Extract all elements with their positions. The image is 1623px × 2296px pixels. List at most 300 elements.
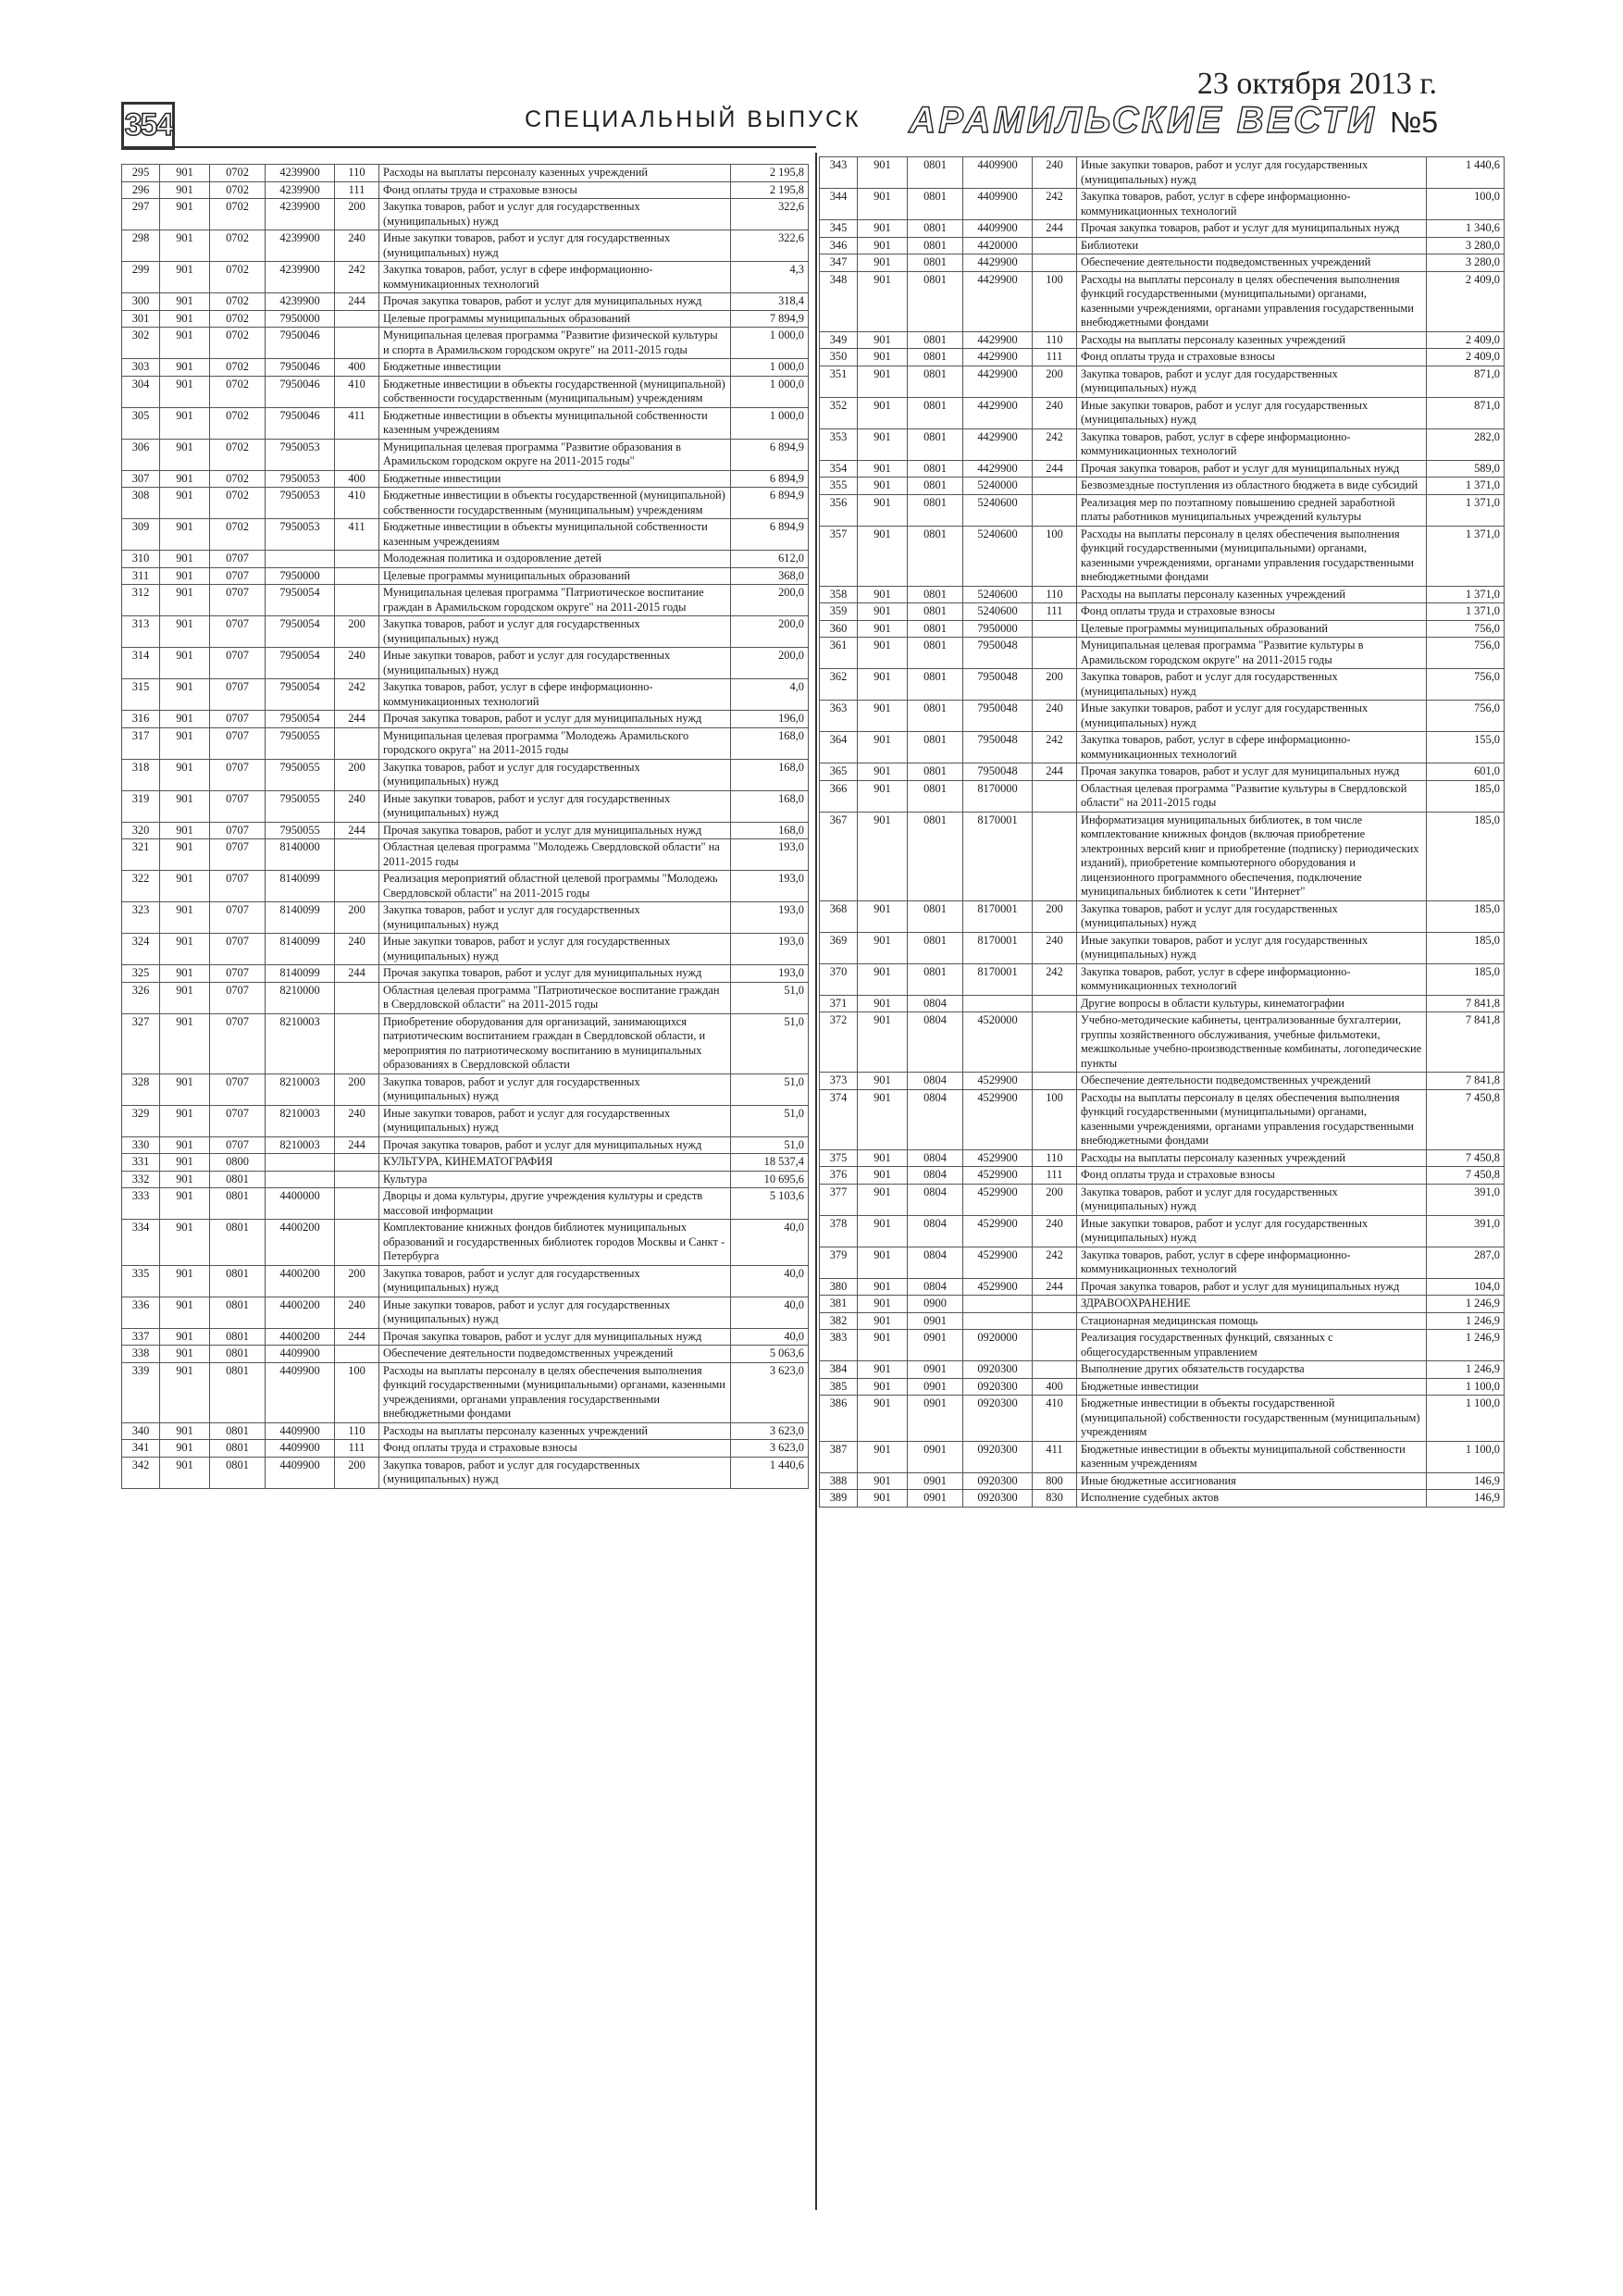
row-number-cell: 309 xyxy=(122,519,160,551)
expense-type-code-cell: 200 xyxy=(1033,366,1077,397)
amount-cell: 3 280,0 xyxy=(1427,237,1505,254)
expense-type-code-cell: 400 xyxy=(1033,1378,1077,1396)
ved-code-cell: 901 xyxy=(160,1346,210,1363)
description-cell: Библиотеки xyxy=(1077,237,1427,254)
target-code-cell: 7950053 xyxy=(266,488,335,519)
expense-type-code-cell: 244 xyxy=(335,1136,379,1154)
section-code-cell: 0801 xyxy=(210,1346,266,1363)
ved-code-cell: 901 xyxy=(160,1105,210,1136)
description-cell: Муниципальная целевая программа "Патриотическое воспитание граждан в Арамильском городском округе" на 2011-2015 годы xyxy=(379,585,731,616)
amount-cell: 5 103,6 xyxy=(731,1188,809,1220)
amount-cell: 6 894,9 xyxy=(731,470,809,488)
ved-code-cell: 901 xyxy=(858,1361,908,1379)
ved-code-cell: 901 xyxy=(160,181,210,199)
description-cell: Приобретение оборудования для организаций, занимающихся патриотическим воспитанием граждан в Свердловской области, и мероприятия по патриотическому воспитанию в муниципальных образованиях в Свердловской области xyxy=(379,1013,731,1074)
target-code-cell: 4239900 xyxy=(266,199,335,230)
amount-cell: 1 371,0 xyxy=(1427,603,1505,621)
section-code-cell: 0702 xyxy=(210,165,266,182)
expense-type-code-cell: 240 xyxy=(335,648,379,679)
amount-cell: 3 280,0 xyxy=(1427,254,1505,272)
amount-cell: 40,0 xyxy=(731,1328,809,1346)
description-cell: Закупка товаров, работ и услуг для государственных (муниципальных) нужд xyxy=(1077,669,1427,701)
ved-code-cell: 901 xyxy=(858,1089,908,1149)
table-row xyxy=(820,460,1505,478)
row-number-cell: 376 xyxy=(820,1167,858,1185)
ved-code-cell: 901 xyxy=(858,638,908,669)
table-row xyxy=(820,1149,1505,1167)
amount-cell: 104,0 xyxy=(1427,1278,1505,1296)
expense-type-code-cell: 240 xyxy=(335,934,379,965)
page-header xyxy=(0,0,1623,157)
section-code-cell: 0801 xyxy=(908,669,963,701)
ved-code-cell: 901 xyxy=(858,271,908,331)
target-code-cell: 4239900 xyxy=(266,165,335,182)
section-code-cell: 0801 xyxy=(210,1328,266,1346)
section-code-cell: 0804 xyxy=(908,1278,963,1296)
amount-cell: 40,0 xyxy=(731,1220,809,1266)
amount-cell: 589,0 xyxy=(1427,460,1505,478)
description-cell: Закупка товаров, работ и услуг для государственных (муниципальных) нужд xyxy=(1077,366,1427,397)
expense-type-code-cell: 244 xyxy=(335,822,379,839)
target-code-cell: 8170001 xyxy=(963,900,1033,932)
ved-code-cell: 901 xyxy=(160,376,210,407)
row-number-cell: 364 xyxy=(820,732,858,763)
expense-type-code-cell xyxy=(1033,1312,1077,1330)
target-code-cell: 7950054 xyxy=(266,616,335,648)
ved-code-cell: 901 xyxy=(858,603,908,621)
row-number-cell: 341 xyxy=(122,1440,160,1458)
expense-type-code-cell: 111 xyxy=(335,1440,379,1458)
row-number-cell: 374 xyxy=(820,1089,858,1149)
expense-type-code-cell: 244 xyxy=(335,293,379,311)
ved-code-cell: 901 xyxy=(160,262,210,293)
expense-type-code-cell: 244 xyxy=(335,711,379,728)
row-number-cell: 327 xyxy=(122,1013,160,1074)
description-cell: Муниципальная целевая программа "Развитие физической культуры и спорта в Арамильском городском округе" на 2011-2015 годы xyxy=(379,328,731,359)
ved-code-cell: 901 xyxy=(160,1154,210,1172)
amount-cell: 200,0 xyxy=(731,616,809,648)
description-cell: Расходы на выплаты персоналу казенных учреждений xyxy=(1077,1149,1427,1167)
row-number-cell: 377 xyxy=(820,1184,858,1215)
row-number-cell: 358 xyxy=(820,586,858,603)
amount-cell: 7 450,8 xyxy=(1427,1149,1505,1167)
table-row xyxy=(820,1167,1505,1185)
section-code-cell: 0702 xyxy=(210,376,266,407)
table-row xyxy=(122,902,809,934)
description-cell: Прочая закупка товаров, работ и услуг для муниципальных нужд xyxy=(1077,763,1427,781)
amount-cell: 1 100,0 xyxy=(1427,1441,1505,1472)
target-code-cell: 4409900 xyxy=(266,1457,335,1488)
row-number-cell: 373 xyxy=(820,1073,858,1090)
amount-cell: 193,0 xyxy=(731,839,809,871)
table-row xyxy=(820,620,1505,638)
section-code-cell: 0801 xyxy=(908,494,963,526)
section-code-cell: 0801 xyxy=(908,157,963,189)
description-cell: Муниципальная целевая программа "Молодежь Арамильского городского округа" на 2011-2015 годы xyxy=(379,727,731,759)
row-number-cell: 351 xyxy=(820,366,858,397)
ved-code-cell: 901 xyxy=(160,616,210,648)
section-code-cell: 0801 xyxy=(908,271,963,331)
amount-cell: 601,0 xyxy=(1427,763,1505,781)
ved-code-cell: 901 xyxy=(858,963,908,995)
row-number-cell: 346 xyxy=(820,237,858,254)
expense-type-code-cell: 200 xyxy=(1033,669,1077,701)
section-code-cell: 0801 xyxy=(908,603,963,621)
description-cell: Закупка товаров, работ, услуг в сфере информационно-коммуникационных технологий xyxy=(1077,189,1427,220)
description-cell: Обеспечение деятельности подведомственных учреждений xyxy=(1077,254,1427,272)
section-code-cell: 0707 xyxy=(210,679,266,711)
row-number-cell: 304 xyxy=(122,376,160,407)
row-number-cell: 378 xyxy=(820,1215,858,1247)
amount-cell: 756,0 xyxy=(1427,669,1505,701)
amount-cell: 282,0 xyxy=(1427,428,1505,460)
description-cell: Прочая закупка товаров, работ и услуг для муниципальных нужд xyxy=(379,1136,731,1154)
row-number-cell: 334 xyxy=(122,1220,160,1266)
ved-code-cell: 901 xyxy=(160,359,210,377)
description-cell: Прочая закупка товаров, работ и услуг для муниципальных нужд xyxy=(1077,460,1427,478)
amount-cell: 1 000,0 xyxy=(731,328,809,359)
section-code-cell: 0702 xyxy=(210,439,266,470)
row-number-cell: 328 xyxy=(122,1074,160,1105)
description-cell: Реализация мероприятий областной целевой программы "Молодежь Свердловской области" на 2011-2015 годы xyxy=(379,871,731,902)
amount-cell: 7 894,9 xyxy=(731,310,809,328)
expense-type-code-cell: 830 xyxy=(1033,1490,1077,1508)
expense-type-code-cell xyxy=(335,1154,379,1172)
description-cell: Стационарная медицинская помощь xyxy=(1077,1312,1427,1330)
amount-cell: 1 000,0 xyxy=(731,376,809,407)
row-number-cell: 295 xyxy=(122,165,160,182)
expense-type-code-cell: 244 xyxy=(1033,763,1077,781)
ved-code-cell: 901 xyxy=(858,1215,908,1247)
target-code-cell: 8210003 xyxy=(266,1105,335,1136)
target-code-cell: 4409900 xyxy=(963,189,1033,220)
amount-cell: 2 409,0 xyxy=(1427,349,1505,366)
section-code-cell: 0702 xyxy=(210,199,266,230)
row-number-cell: 384 xyxy=(820,1361,858,1379)
target-code-cell: 4429900 xyxy=(963,460,1033,478)
target-code-cell: 5240600 xyxy=(963,603,1033,621)
section-code-cell: 0801 xyxy=(908,254,963,272)
section-code-cell: 0707 xyxy=(210,965,266,983)
amount-cell: 40,0 xyxy=(731,1297,809,1328)
row-number-cell: 330 xyxy=(122,1136,160,1154)
amount-cell: 1 000,0 xyxy=(731,359,809,377)
description-cell: Прочая закупка товаров, работ и услуг для муниципальных нужд xyxy=(1077,1278,1427,1296)
ved-code-cell: 901 xyxy=(160,310,210,328)
target-code-cell: 4429900 xyxy=(963,366,1033,397)
target-code-cell: 5240600 xyxy=(963,526,1033,586)
amount-cell: 4,0 xyxy=(731,679,809,711)
description-cell: Областная целевая программа "Патриотическое воспитание граждан в Свердловской области" на 2011-2015 годы xyxy=(379,982,731,1013)
target-code-cell: 8210000 xyxy=(266,982,335,1013)
target-code-cell: 7950054 xyxy=(266,711,335,728)
target-code-cell: 8210003 xyxy=(266,1074,335,1105)
expense-type-code-cell: 240 xyxy=(1033,932,1077,963)
row-number-cell: 333 xyxy=(122,1188,160,1220)
amount-cell: 185,0 xyxy=(1427,932,1505,963)
ved-code-cell: 901 xyxy=(858,780,908,812)
expense-type-code-cell: 110 xyxy=(1033,1149,1077,1167)
ved-code-cell: 901 xyxy=(160,1297,210,1328)
target-code-cell: 4529900 xyxy=(963,1073,1033,1090)
row-number-cell: 300 xyxy=(122,293,160,311)
table-row xyxy=(122,439,809,470)
expense-type-code-cell: 244 xyxy=(1033,220,1077,238)
target-code-cell: 4529900 xyxy=(963,1184,1033,1215)
table-row xyxy=(820,638,1505,669)
ved-code-cell: 901 xyxy=(160,293,210,311)
amount-cell: 51,0 xyxy=(731,1105,809,1136)
target-code-cell: 8170000 xyxy=(963,780,1033,812)
row-number-cell: 387 xyxy=(820,1441,858,1472)
ved-code-cell: 901 xyxy=(160,1328,210,1346)
issue-number: №5 xyxy=(1389,105,1438,139)
row-number-cell: 382 xyxy=(820,1312,858,1330)
ved-code-cell: 901 xyxy=(160,1440,210,1458)
target-code-cell: 4409900 xyxy=(963,220,1033,238)
table-row xyxy=(820,1378,1505,1396)
amount-cell: 322,6 xyxy=(731,230,809,262)
row-number-cell: 361 xyxy=(820,638,858,669)
ved-code-cell: 901 xyxy=(160,519,210,551)
ved-code-cell: 901 xyxy=(160,1265,210,1297)
target-code-cell: 5240000 xyxy=(963,478,1033,495)
row-number-cell: 385 xyxy=(820,1378,858,1396)
section-code-cell: 0801 xyxy=(908,349,963,366)
table-row xyxy=(820,1330,1505,1361)
amount-cell: 6 894,9 xyxy=(731,439,809,470)
description-cell: Фонд оплаты труда и страховые взносы xyxy=(1077,1167,1427,1185)
amount-cell: 40,0 xyxy=(731,1265,809,1297)
table-row xyxy=(820,1441,1505,1472)
section-code-cell: 0801 xyxy=(210,1422,266,1440)
target-code-cell: 4239900 xyxy=(266,181,335,199)
target-code-cell: 8140000 xyxy=(266,839,335,871)
table-row xyxy=(122,711,809,728)
expense-type-code-cell: 200 xyxy=(1033,900,1077,932)
table-row xyxy=(122,934,809,965)
table-row xyxy=(820,780,1505,812)
expense-type-code-cell: 800 xyxy=(1033,1472,1077,1490)
target-code-cell: 7950000 xyxy=(266,567,335,585)
target-code-cell: 4529900 xyxy=(963,1089,1033,1149)
row-number-cell: 339 xyxy=(122,1362,160,1422)
expense-type-code-cell: 400 xyxy=(335,359,379,377)
row-number-cell: 336 xyxy=(122,1297,160,1328)
description-cell: Бюджетные инвестиции в объекты государственной (муниципальной) собственности государственным (муниципальным) учреждениям xyxy=(379,376,731,407)
expense-type-code-cell xyxy=(1033,638,1077,669)
amount-cell: 3 623,0 xyxy=(731,1362,809,1422)
row-number-cell: 314 xyxy=(122,648,160,679)
ved-code-cell: 901 xyxy=(160,1362,210,1422)
ved-code-cell: 901 xyxy=(858,331,908,349)
target-code-cell: 4529900 xyxy=(963,1278,1033,1296)
target-code-cell: 4409900 xyxy=(266,1362,335,1422)
amount-cell: 185,0 xyxy=(1427,812,1505,900)
target-code-cell xyxy=(266,551,335,568)
section-code-cell: 0702 xyxy=(210,181,266,199)
table-row xyxy=(820,1396,1505,1442)
target-code-cell: 8140099 xyxy=(266,902,335,934)
amount-cell: 1 246,9 xyxy=(1427,1330,1505,1361)
section-code-cell: 0804 xyxy=(908,995,963,1012)
expense-type-code-cell: 100 xyxy=(335,1362,379,1422)
table-row xyxy=(820,331,1505,349)
target-code-cell: 5240600 xyxy=(963,494,1033,526)
ved-code-cell: 901 xyxy=(858,932,908,963)
section-code-cell: 0707 xyxy=(210,1074,266,1105)
target-code-cell: 4239900 xyxy=(266,262,335,293)
target-code-cell: 7950055 xyxy=(266,822,335,839)
row-number-cell: 343 xyxy=(820,157,858,189)
table-row xyxy=(820,603,1505,621)
description-cell: Закупка товаров, работ, услуг в сфере информационно-коммуникационных технологий xyxy=(379,679,731,711)
expense-type-code-cell: 200 xyxy=(335,199,379,230)
ved-code-cell: 901 xyxy=(160,1220,210,1266)
table-row xyxy=(820,478,1505,495)
table-row xyxy=(122,982,809,1013)
ved-code-cell: 901 xyxy=(858,460,908,478)
table-row xyxy=(122,822,809,839)
target-code-cell: 4420000 xyxy=(963,237,1033,254)
table-row xyxy=(820,526,1505,586)
target-code-cell: 7950053 xyxy=(266,439,335,470)
section-code-cell: 0801 xyxy=(908,638,963,669)
row-number-cell: 335 xyxy=(122,1265,160,1297)
target-code-cell: 4429900 xyxy=(963,271,1033,331)
section-code-cell: 0801 xyxy=(908,428,963,460)
table-row xyxy=(820,932,1505,963)
ved-code-cell: 901 xyxy=(858,349,908,366)
target-code-cell: 7950046 xyxy=(266,328,335,359)
description-cell: Бюджетные инвестиции в объекты муниципальной собственности казенным учреждениям xyxy=(379,407,731,439)
amount-cell: 2 409,0 xyxy=(1427,331,1505,349)
row-number-cell: 318 xyxy=(122,759,160,790)
table-row xyxy=(122,790,809,822)
ved-code-cell: 901 xyxy=(160,711,210,728)
amount-cell: 193,0 xyxy=(731,902,809,934)
ved-code-cell: 901 xyxy=(858,1472,908,1490)
target-code-cell: 4400200 xyxy=(266,1220,335,1266)
ved-code-cell: 901 xyxy=(858,1441,908,1472)
table-row xyxy=(122,1297,809,1328)
amount-cell: 1 100,0 xyxy=(1427,1396,1505,1442)
row-number-cell: 349 xyxy=(820,331,858,349)
table-row xyxy=(820,189,1505,220)
ved-code-cell: 901 xyxy=(858,428,908,460)
row-number-cell: 340 xyxy=(122,1422,160,1440)
description-cell: Бюджетные инвестиции в объекты муниципальной собственности казенным учреждениям xyxy=(1077,1441,1427,1472)
description-cell: Расходы на выплаты персоналу в целях обеспечения выполнения функций государственными (муниципальными) органами, казенными учреждениями, органами управления государственными внебюджетными фондами xyxy=(1077,526,1427,586)
ved-code-cell: 901 xyxy=(160,1171,210,1188)
table-row xyxy=(820,494,1505,526)
description-cell: Обеспечение деятельности подведомственных учреждений xyxy=(379,1346,731,1363)
expense-type-code-cell xyxy=(1033,1330,1077,1361)
description-cell: Расходы на выплаты персоналу в целях обеспечения выполнения функций государственными (муниципальными) органами, казенными учреждениями, органами управления государственными внебюджетными фондами xyxy=(379,1362,731,1422)
target-code-cell: 0920300 xyxy=(963,1396,1033,1442)
section-code-cell: 0801 xyxy=(908,763,963,781)
table-row xyxy=(820,428,1505,460)
target-code-cell: 4429900 xyxy=(963,397,1033,428)
target-code-cell: 7950055 xyxy=(266,759,335,790)
target-code-cell: 0920000 xyxy=(963,1330,1033,1361)
section-code-cell: 0801 xyxy=(908,460,963,478)
expense-type-code-cell xyxy=(335,727,379,759)
amount-cell: 1 100,0 xyxy=(1427,1378,1505,1396)
table-row xyxy=(122,567,809,585)
section-code-cell: 0702 xyxy=(210,470,266,488)
ved-code-cell: 901 xyxy=(858,1312,908,1330)
description-cell: Областная целевая программа "Молодежь Свердловской области" на 2011-2015 годы xyxy=(379,839,731,871)
ved-code-cell: 901 xyxy=(858,1330,908,1361)
description-cell: Безвозмездные поступления из областного бюджета в виде субсидий xyxy=(1077,478,1427,495)
section-code-cell: 0801 xyxy=(908,812,963,900)
section-code-cell: 0801 xyxy=(908,366,963,397)
expense-type-code-cell: 411 xyxy=(335,407,379,439)
row-number-cell: 311 xyxy=(122,567,160,585)
amount-cell: 1 371,0 xyxy=(1427,494,1505,526)
description-cell: Прочая закупка товаров, работ и услуг для муниципальных нужд xyxy=(379,711,731,728)
expense-type-code-cell xyxy=(335,871,379,902)
expense-type-code-cell: 242 xyxy=(335,679,379,711)
table-row xyxy=(122,1265,809,1297)
table-row xyxy=(820,1089,1505,1149)
row-number-cell: 322 xyxy=(122,871,160,902)
amount-cell: 871,0 xyxy=(1427,366,1505,397)
table-row xyxy=(820,237,1505,254)
section-code-cell: 0702 xyxy=(210,407,266,439)
amount-cell: 1 440,6 xyxy=(731,1457,809,1488)
target-code-cell: 8140099 xyxy=(266,965,335,983)
description-cell: Закупка товаров, работ, услуг в сфере информационно-коммуникационных технологий xyxy=(1077,732,1427,763)
row-number-cell: 353 xyxy=(820,428,858,460)
row-number-cell: 317 xyxy=(122,727,160,759)
amount-cell: 7 841,8 xyxy=(1427,1012,1505,1073)
target-code-cell: 8210003 xyxy=(266,1013,335,1074)
description-cell: Закупка товаров, работ и услуг для государственных (муниципальных) нужд xyxy=(379,1265,731,1297)
description-cell: Исполнение судебных актов xyxy=(1077,1490,1427,1508)
section-code-cell: 0707 xyxy=(210,871,266,902)
amount-cell: 193,0 xyxy=(731,965,809,983)
section-code-cell: 0901 xyxy=(908,1378,963,1396)
ved-code-cell: 901 xyxy=(160,1136,210,1154)
table-row xyxy=(122,551,809,568)
ved-code-cell: 901 xyxy=(160,965,210,983)
section-code-cell: 0804 xyxy=(908,1012,963,1073)
expense-type-code-cell: 244 xyxy=(335,965,379,983)
expense-type-code-cell: 110 xyxy=(335,1422,379,1440)
amount-cell: 168,0 xyxy=(731,790,809,822)
description-cell: Целевые программы муниципальных образований xyxy=(1077,620,1427,638)
expense-type-code-cell xyxy=(335,310,379,328)
table-row xyxy=(820,1472,1505,1490)
description-cell: Муниципальная целевая программа "Развитие культуры в Арамильском городском округе" на 2011-2015 годы xyxy=(1077,638,1427,669)
section-code-cell: 0707 xyxy=(210,902,266,934)
target-code-cell: 7950048 xyxy=(963,638,1033,669)
row-number-cell: 375 xyxy=(820,1149,858,1167)
target-code-cell xyxy=(266,1171,335,1188)
target-code-cell: 4529900 xyxy=(963,1167,1033,1185)
description-cell: Закупка товаров, работ, услуг в сфере информационно-коммуникационных технологий xyxy=(1077,428,1427,460)
target-code-cell: 8170001 xyxy=(963,932,1033,963)
ved-code-cell: 901 xyxy=(858,526,908,586)
table-row xyxy=(122,727,809,759)
ved-code-cell: 901 xyxy=(858,1149,908,1167)
amount-cell: 7 450,8 xyxy=(1427,1089,1505,1149)
expense-type-code-cell: 240 xyxy=(1033,701,1077,732)
expense-type-code-cell: 240 xyxy=(335,790,379,822)
description-cell: Закупка товаров, работ, услуг в сфере информационно-коммуникационных технологий xyxy=(1077,963,1427,995)
